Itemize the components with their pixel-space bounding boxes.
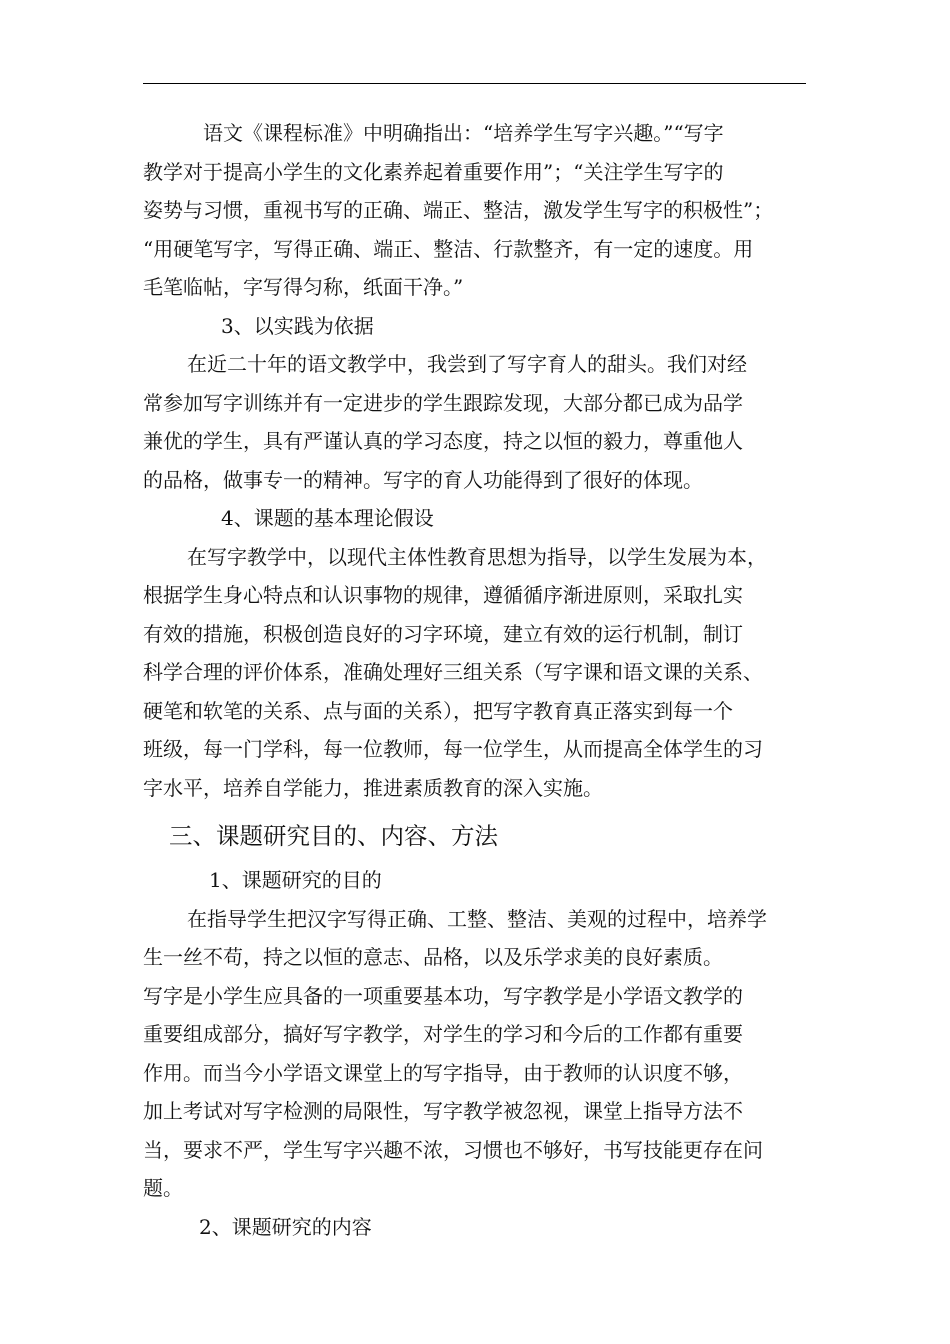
paragraph-line: 根据学生身心特点和认识事物的规律，遵循循序渐进原则，采取扎实 bbox=[143, 583, 743, 607]
paragraph-line: 当，要求不严，学生写字兴趣不浓，习惯也不够好，书写技能更存在问 bbox=[143, 1137, 763, 1162]
practice-paragraph bbox=[143, 345, 813, 499]
paragraph-line: 字水平，培养自学能力，推进素质教育的深入实施。 bbox=[143, 775, 603, 800]
subheading-text: 3、以实践为依据 bbox=[221, 313, 374, 338]
paragraph-line: 的品格，做事专一的精神。写字的育人功能得到了很好的体现。 bbox=[143, 467, 703, 492]
document-body bbox=[143, 114, 813, 1246]
subheading-text: 4、课题的基本理论假设 bbox=[221, 506, 434, 530]
paragraph-line: 作用。而当今小学语文课堂上的写字指导，由于教师的认识度不够， bbox=[143, 1060, 743, 1085]
hypothesis-paragraph bbox=[143, 538, 813, 808]
paragraph-line: 生一丝不苟，持之以恒的意志、品格，以及乐学求美的良好素质。 bbox=[143, 945, 723, 969]
subheading-hypothesis bbox=[143, 499, 813, 538]
paragraph-line: 硬笔和软笔的关系、点与面的关系），把写字教育真正落实到每一个 bbox=[143, 698, 733, 723]
purpose-paragraph bbox=[143, 900, 813, 977]
subheading-practice bbox=[143, 307, 813, 346]
paragraph-line: 兼优的学生，具有严谨认真的学习态度，持之以恒的毅力，尊重他人 bbox=[143, 429, 743, 453]
importance-paragraph bbox=[143, 977, 813, 1208]
subheading-purpose bbox=[143, 861, 813, 900]
paragraph-line: 常参加写字训练并有一定进步的学生跟踪发现，大部分都已成为品学 bbox=[143, 390, 743, 415]
subheading-text: 1、课题研究的目的 bbox=[209, 868, 382, 892]
paragraph-line: 语文《课程标准》中明确指出：“培养学生写字兴趣。”“写字 bbox=[203, 121, 724, 145]
paragraph-line: 教学对于提高小学生的文化素养起着重要作用”；“关注学生写字的 bbox=[143, 159, 724, 184]
section-heading: 三、课题研究目的、内容、方法 bbox=[169, 822, 498, 850]
paragraph-line: 重要组成部分，搞好写字教学，对学生的学习和今后的工作都有重要 bbox=[143, 1022, 743, 1046]
paragraph-line: 姿势与习惯，重视书写的正确、端正、整洁，激发学生写字的积极性”； bbox=[143, 198, 774, 222]
paragraph-line: 在写字教学中，以现代主体性教育思想为指导，以学生发展为本， bbox=[187, 544, 767, 569]
paragraph-line: 写字是小学生应具备的一项重要基本功，写字教学是小学语文教学的 bbox=[143, 983, 743, 1008]
paragraph-line: 在指导学生把汉字写得正确、工整、整洁、美观的过程中，培养学 bbox=[187, 906, 767, 931]
paragraph-line: 毛笔临帖，字写得匀称，纸面干净。” bbox=[143, 275, 464, 299]
paragraph-line: 科学合理的评价体系，准确处理好三组关系（写字课和语文课的关系、 bbox=[143, 660, 763, 684]
paragraph-line: 加上考试对写字检测的局限性，写字教学被忽视，课堂上指导方法不 bbox=[143, 1099, 743, 1123]
paragraph-line: 在近二十年的语文教学中，我尝到了写字育人的甜头。我们对经 bbox=[187, 352, 747, 376]
paragraph-line: 题。 bbox=[143, 1176, 183, 1200]
paragraph-line: “用硬笔写字，写得正确、端正、整洁、行款整齐，有一定的速度。用 bbox=[143, 236, 754, 261]
paragraph-line: 有效的措施，积极创造良好的习字环境，建立有效的运行机制，制订 bbox=[143, 621, 743, 646]
header-rule bbox=[143, 83, 806, 84]
subheading-content bbox=[143, 1208, 813, 1247]
paragraph-line: 班级，每一门学科，每一位教师，每一位学生，从而提高全体学生的习 bbox=[143, 737, 763, 761]
subheading-text: 2、课题研究的内容 bbox=[199, 1214, 372, 1239]
quote-paragraph bbox=[143, 114, 813, 307]
